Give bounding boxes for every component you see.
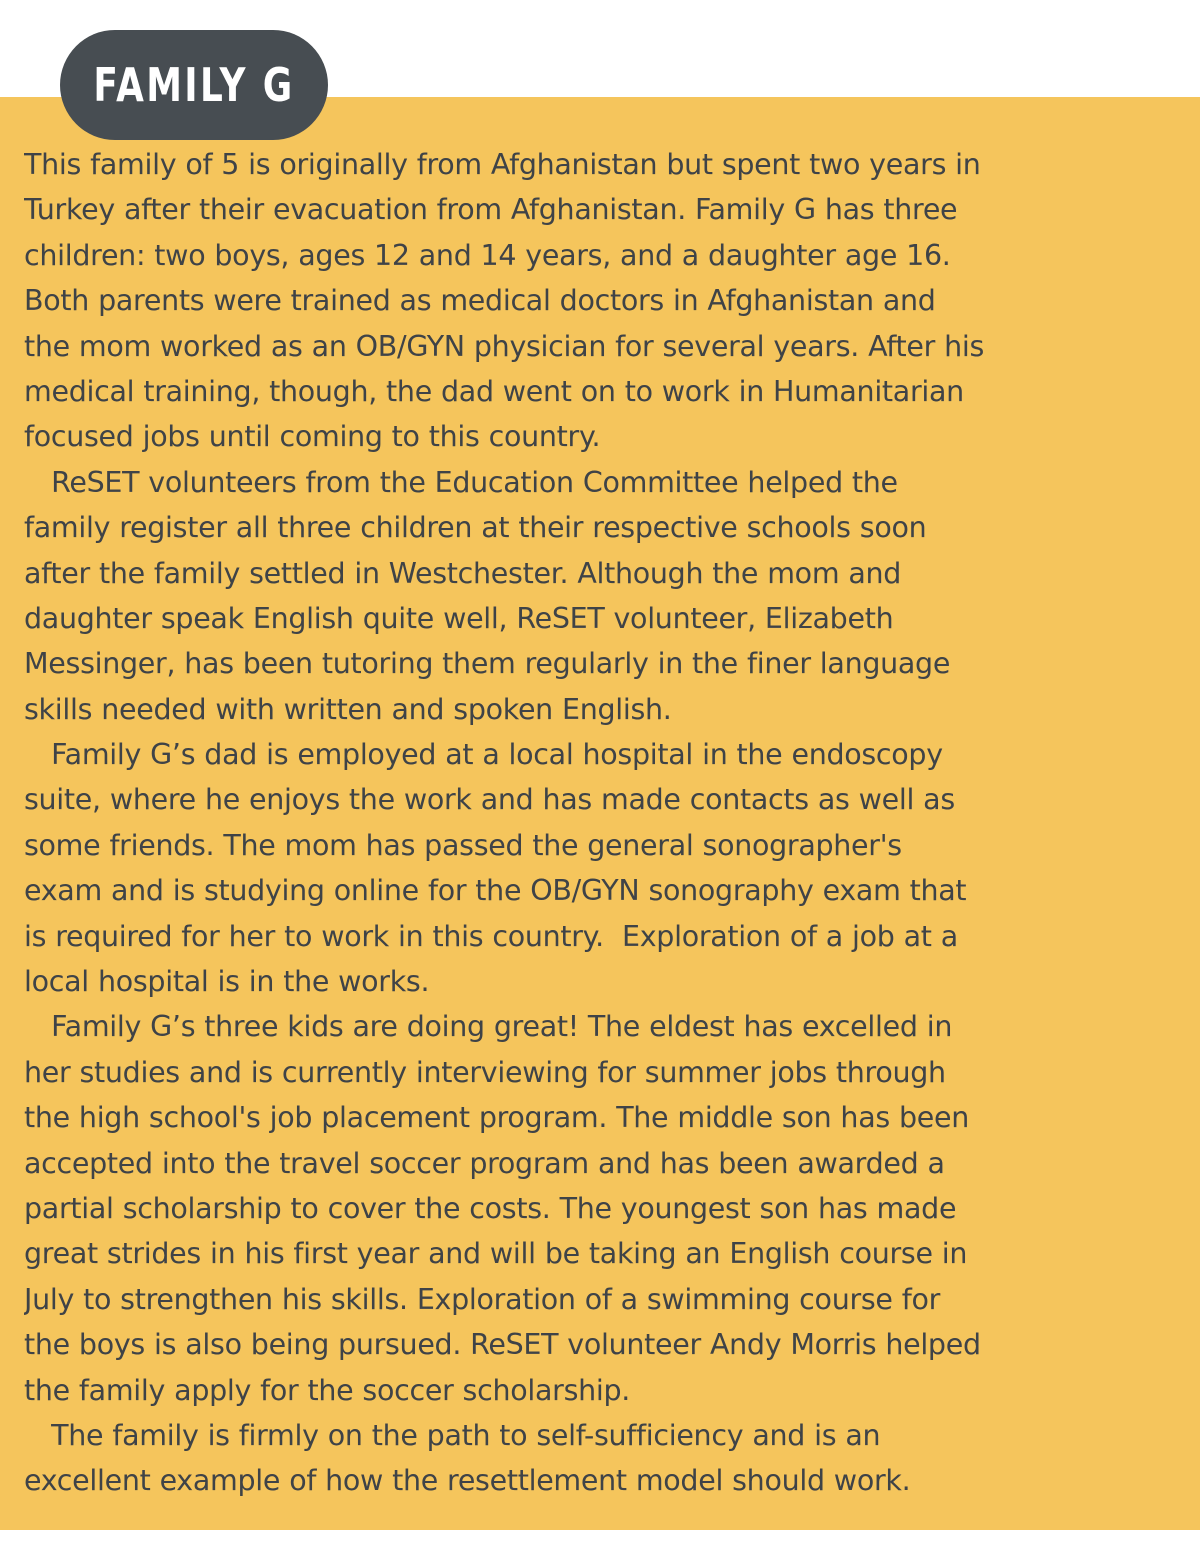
story-line: This family of 5 is originally from Afghanistan but spent two years in	[24, 148, 981, 181]
story-line: Messinger, has been tutoring them regularly in the finer language	[24, 647, 951, 681]
story-line: Turkey after their evacuation from Afghanistan. Family G has three	[24, 193, 958, 227]
story-line: Family G’s three kids are doing great! The eldest has excelled in	[24, 1010, 953, 1044]
story-line: after the family settled in Westchester. Although the mom and	[24, 556, 902, 590]
story-line: The family is firmly on the path to self-sufficiency and is an	[24, 1418, 881, 1452]
story-line: Family G’s dad is employed at a local hospital in the endoscopy	[24, 738, 943, 772]
story-line: July to strengthen his skills. Exploration of a swimming course for	[24, 1282, 940, 1316]
story-line: local hospital is in the works.	[24, 965, 430, 999]
story-line: suite, where he enjoys the work and has made contacts as well as	[24, 783, 955, 817]
story-line: the boys is also being pursued. ReSET volunteer Andy Morris helped	[24, 1328, 981, 1362]
story-line: focused jobs until coming to this country.	[24, 420, 601, 454]
story-line: the high school's job placement program. The middle son has been	[24, 1101, 969, 1135]
story-line: is required for her to work in this country. Exploration of a job at a	[24, 919, 958, 953]
story-line: her studies and is currently interviewing for summer jobs through	[24, 1055, 946, 1089]
story-line: daughter speak English quite well, ReSET volunteer, Elizabeth	[24, 601, 894, 635]
story-line: exam and is studying online for the OB/GYN sonography exam that	[24, 874, 967, 908]
story-line: children: two boys, ages 12 and 14 years, and a daughter age 16.	[24, 238, 951, 272]
page-title: FAMILY G	[93, 58, 295, 112]
story-line: skills needed with written and spoken English.	[24, 692, 672, 726]
story-line: family register all three children at their respective schools soon	[24, 511, 927, 545]
story-body	[24, 142, 1188, 1504]
story-line: excellent example of how the resettlement model should work.	[24, 1464, 911, 1498]
story-line: some friends. The mom has passed the general sonographer's	[24, 828, 902, 862]
story-line: ReSET volunteers from the Education Committee helped the	[24, 465, 898, 499]
story-line: great strides in his first year and will be taking an English course in	[24, 1237, 968, 1271]
story-line: medical training, though, the dad went on to work in Humanitarian	[24, 374, 964, 408]
story-line: accepted into the travel soccer program and has been awarded a	[24, 1146, 945, 1180]
story-line: partial scholarship to cover the costs. The youngest son has made	[24, 1191, 957, 1225]
title-badge	[60, 30, 328, 140]
story-line: Both parents were trained as medical doctors in Afghanistan and	[24, 284, 936, 318]
story-line: the mom worked as an OB/GYN physician for several years. After his	[24, 329, 985, 363]
story-line: the family apply for the soccer scholarship.	[24, 1373, 631, 1407]
